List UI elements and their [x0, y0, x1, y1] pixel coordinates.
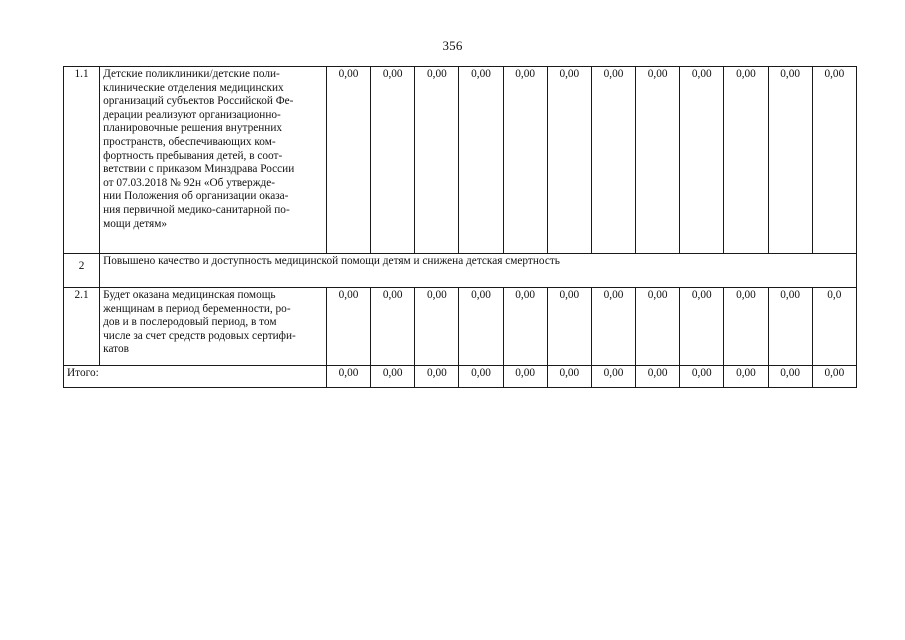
value-cell: 0,00 [724, 288, 768, 366]
value-cell: 0,00 [371, 67, 415, 254]
description-line: планировочные решения внутренних [103, 122, 283, 135]
total-value-cell: 0,00 [591, 366, 635, 388]
row-description [100, 288, 327, 366]
description-line: ния первичной медико-санитарной по- [103, 203, 290, 216]
section-number: 2 [64, 254, 100, 288]
value-cell: 0,00 [636, 288, 680, 366]
value-cell: 0,00 [503, 67, 547, 254]
row-description [100, 67, 327, 254]
total-value-cell: 0,00 [326, 366, 370, 388]
value-cell: 0,00 [326, 67, 370, 254]
section-row [64, 254, 857, 288]
value-cell: 0,00 [636, 67, 680, 254]
row-number: 2.1 [64, 288, 100, 366]
description-line: пространств, обеспечивающих ком- [103, 135, 276, 148]
total-value-cell: 0,00 [768, 366, 812, 388]
value-cell: 0,00 [371, 288, 415, 366]
total-value-cell: 0,00 [812, 366, 856, 388]
description-line: организаций субъектов Российской Фе- [103, 95, 294, 108]
page-number: 356 [442, 38, 463, 53]
value-cell: 0,00 [591, 67, 635, 254]
value-cell: 0,00 [680, 67, 724, 254]
description-line: ветствии с приказом Минздрава России [103, 163, 295, 176]
value-cell: 0,00 [591, 288, 635, 366]
description-line: Детские поликлиники/детские поли- [103, 68, 280, 80]
table-row [64, 67, 857, 254]
total-value-cell: 0,00 [680, 366, 724, 388]
section-title: Повышено качество и доступность медицинской помощи детям и снижена детская смертность [100, 254, 857, 288]
value-cell: 0,00 [812, 67, 856, 254]
value-cell: 0,00 [503, 288, 547, 366]
total-value-cell: 0,00 [636, 366, 680, 388]
value-cell: 0,00 [680, 288, 724, 366]
description-line: мощи детям» [103, 217, 168, 230]
value-cell: 0,00 [459, 67, 503, 254]
row-number: 1.1 [64, 67, 100, 254]
description-line: числе за счет средств родовых сертифи- [103, 329, 296, 342]
value-cell: 0,00 [547, 67, 591, 254]
total-value-cell: 0,00 [724, 366, 768, 388]
value-cell: 0,00 [459, 288, 503, 366]
total-value-cell: 0,00 [371, 366, 415, 388]
description-line: дов и в послеродовый период, в том [103, 316, 277, 329]
value-cell: 0,00 [415, 288, 459, 366]
description-line: клинические отделения медицинских [103, 81, 284, 94]
total-value-cell: 0,00 [415, 366, 459, 388]
total-value-cell: 0,00 [503, 366, 547, 388]
value-cell: 0,00 [415, 67, 459, 254]
total-row [64, 366, 857, 388]
description-line: фортность пребывания детей, в соот- [103, 149, 283, 162]
value-cell: 0,00 [768, 67, 812, 254]
budget-table [63, 66, 857, 388]
description-line: нии Положения об организации оказа- [103, 190, 289, 203]
value-cell: 0,0 [812, 288, 856, 366]
description-line: от 07.03.2018 № 92н «Об утвержде- [103, 176, 276, 189]
total-value-cell: 0,00 [547, 366, 591, 388]
value-cell: 0,00 [547, 288, 591, 366]
value-cell: 0,00 [326, 288, 370, 366]
description-line: дерации реализуют организационно- [103, 108, 281, 121]
description-line: женщинам в период беременности, ро- [103, 302, 291, 315]
description-line: Будет оказана медицинская помощь [103, 289, 276, 301]
value-cell: 0,00 [724, 67, 768, 254]
total-label: Итого: [64, 366, 327, 388]
total-value-cell: 0,00 [459, 366, 503, 388]
description-line: катов [103, 343, 129, 356]
table-row [64, 288, 857, 366]
value-cell: 0,00 [768, 288, 812, 366]
